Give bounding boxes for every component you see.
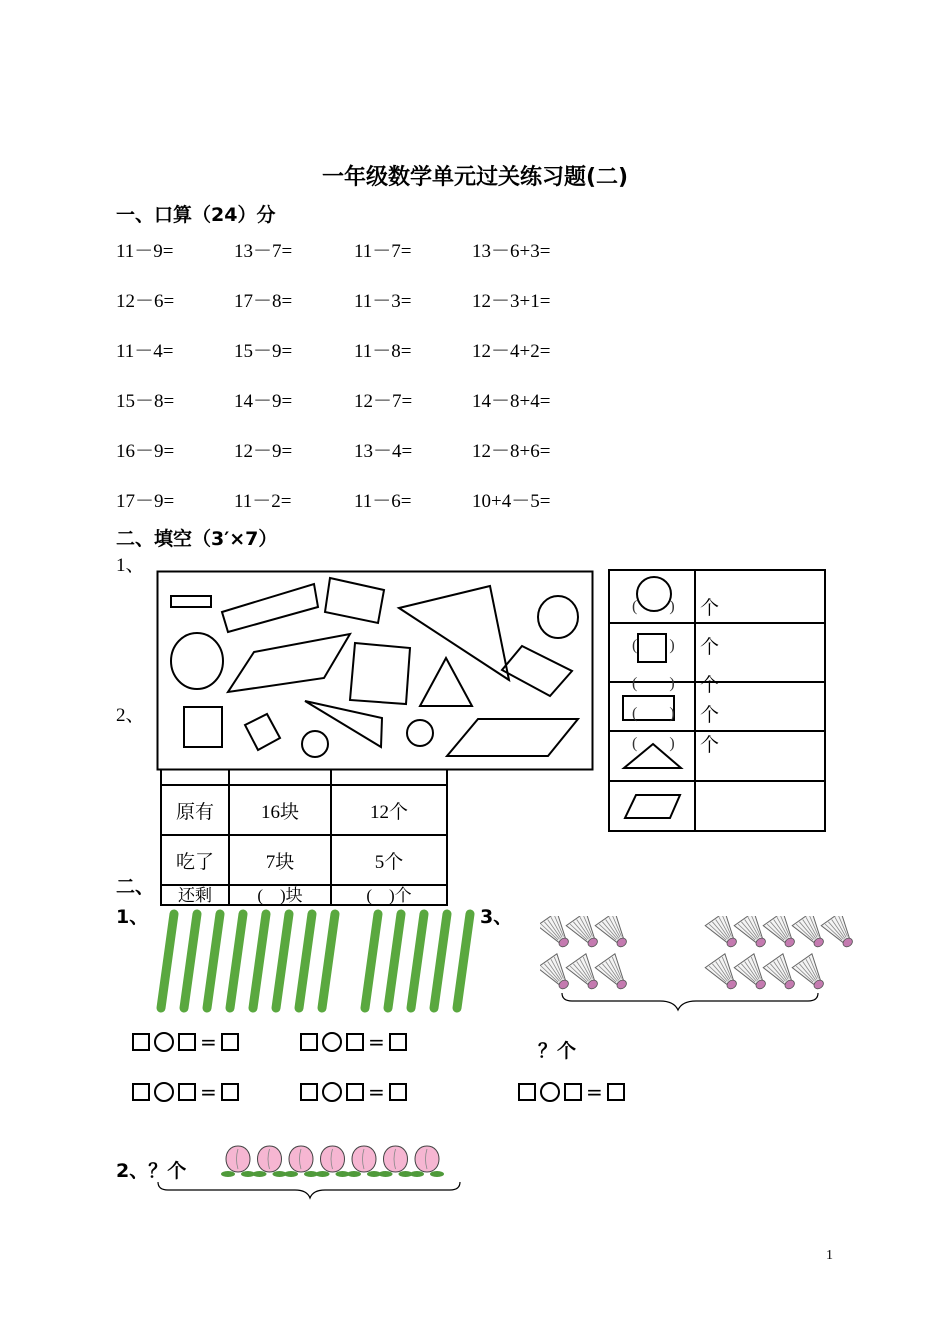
candy-row-label: 原有 bbox=[161, 785, 229, 835]
count-blank[interactable]: ( ) bbox=[632, 637, 675, 654]
stick-shape bbox=[230, 914, 243, 1008]
shuttlecock-shape bbox=[821, 916, 860, 953]
sticks-figure bbox=[140, 908, 480, 1014]
count-unit: 个 bbox=[700, 735, 720, 756]
arithmetic-problem: 14－9= bbox=[234, 391, 293, 412]
equation-template bbox=[132, 1032, 239, 1052]
answer-box[interactable] bbox=[132, 1083, 150, 1101]
candy-table bbox=[160, 752, 448, 906]
shuttlecock-shape bbox=[595, 916, 634, 953]
shuttlecock-shape bbox=[792, 916, 831, 953]
operator-circle[interactable] bbox=[154, 1082, 174, 1102]
page-number: 1 bbox=[826, 1248, 833, 1263]
stick-shape bbox=[434, 914, 447, 1008]
peach-shape bbox=[221, 1146, 255, 1177]
candy-answer-blank[interactable]: ( )块 bbox=[229, 885, 331, 905]
arithmetic-problem: 12－4+2= bbox=[472, 341, 551, 362]
peach-shape bbox=[284, 1146, 318, 1177]
operator-circle[interactable] bbox=[322, 1032, 342, 1052]
count-blank[interactable]: ( ) bbox=[632, 705, 675, 722]
candy-cell: 12个 bbox=[331, 785, 447, 835]
shapes-figure bbox=[156, 570, 594, 771]
count-unit: 个 bbox=[700, 637, 720, 658]
operator-circle[interactable] bbox=[154, 1032, 174, 1052]
candy-answer-blank[interactable]: ( )个 bbox=[331, 885, 447, 905]
arithmetic-problem: 12－7= bbox=[354, 391, 413, 412]
brace-shape bbox=[562, 993, 818, 1010]
stick-shape bbox=[322, 914, 335, 1008]
shuttlecock-shape bbox=[595, 954, 634, 995]
count-unit: 个 bbox=[700, 705, 720, 726]
answer-box[interactable] bbox=[346, 1083, 364, 1101]
peaches-figure bbox=[150, 1140, 470, 1206]
shuttlecocks-figure bbox=[540, 916, 870, 1012]
shuttlecock-shape bbox=[705, 954, 744, 995]
shuttlecock-shape bbox=[566, 954, 605, 995]
page-title: 一年级数学单元过关练习题(二) bbox=[321, 165, 629, 190]
answer-box[interactable] bbox=[221, 1083, 239, 1101]
peach-shape bbox=[410, 1146, 444, 1177]
shuttlecock-shape bbox=[540, 916, 576, 953]
stick-shape bbox=[299, 914, 312, 1008]
answer-box[interactable] bbox=[518, 1083, 536, 1101]
section-3-question-3-label: 3、 bbox=[480, 906, 513, 928]
shuttlecock-shape bbox=[734, 916, 773, 953]
stick-shape bbox=[388, 914, 401, 1008]
section-2-heading: 二、填空（3′×7） bbox=[116, 528, 278, 550]
arithmetic-problem: 12－9= bbox=[234, 441, 293, 462]
arithmetic-problem: 11－9= bbox=[116, 241, 174, 262]
arithmetic-problem: 10+4－5= bbox=[472, 491, 551, 512]
arithmetic-problem: 12－8+6= bbox=[472, 441, 551, 462]
stick-shape bbox=[365, 914, 378, 1008]
peach-shape bbox=[316, 1146, 350, 1177]
stick-shape bbox=[253, 914, 266, 1008]
answer-box[interactable] bbox=[178, 1083, 196, 1101]
section-3-question-2-label: 2、？个 bbox=[116, 1160, 187, 1182]
shuttlecock-shape bbox=[763, 916, 802, 953]
answer-box[interactable] bbox=[564, 1083, 582, 1101]
count-blank[interactable]: ( ) bbox=[632, 675, 675, 692]
operator-circle[interactable] bbox=[322, 1082, 342, 1102]
section-3-heading: 二、 bbox=[116, 876, 155, 898]
shuttlecock-shape bbox=[763, 954, 802, 995]
peach-shape bbox=[379, 1146, 413, 1177]
arithmetic-problem: 17－9= bbox=[116, 491, 175, 512]
equation-template bbox=[518, 1082, 625, 1102]
arithmetic-problem: 11－6= bbox=[354, 491, 412, 512]
operator-circle[interactable] bbox=[540, 1082, 560, 1102]
arithmetic-problem: 11－7= bbox=[354, 241, 412, 262]
stick-shape bbox=[457, 914, 470, 1008]
arithmetic-problem: 11－8= bbox=[354, 341, 412, 362]
candy-cell: 7块 bbox=[229, 835, 331, 885]
arithmetic-problem: 11－3= bbox=[354, 291, 412, 312]
shuttlecock-shape bbox=[792, 954, 831, 995]
candy-cell: 5个 bbox=[331, 835, 447, 885]
equals-sign: = bbox=[200, 1080, 217, 1104]
candy-row-label: 还剩 bbox=[161, 885, 229, 905]
arithmetic-problem: 14－8+4= bbox=[472, 391, 551, 412]
answer-box[interactable] bbox=[178, 1033, 196, 1051]
count-unit: 个 bbox=[700, 598, 720, 619]
arithmetic-problem: 13－6+3= bbox=[472, 241, 551, 262]
equation-template bbox=[300, 1082, 407, 1102]
section-3-question-1-label: 1、 bbox=[116, 906, 149, 928]
arithmetic-problem: 17－8= bbox=[234, 291, 293, 312]
count-blank[interactable]: ( ) bbox=[632, 735, 675, 752]
equals-sign: = bbox=[368, 1080, 385, 1104]
shuttlecock-shape bbox=[540, 954, 576, 995]
candy-cell: 16块 bbox=[229, 785, 331, 835]
answer-box[interactable] bbox=[132, 1033, 150, 1051]
question-2-label: 2、 bbox=[116, 705, 145, 726]
question-1-label: 1、 bbox=[116, 555, 145, 576]
arithmetic-problem: 15－8= bbox=[116, 391, 175, 412]
stick-shape bbox=[411, 914, 424, 1008]
answer-box[interactable] bbox=[389, 1033, 407, 1051]
stick-shape bbox=[276, 914, 289, 1008]
answer-box[interactable] bbox=[300, 1033, 318, 1051]
equals-sign: = bbox=[586, 1080, 603, 1104]
equals-sign: = bbox=[200, 1030, 217, 1054]
shuttlecock-shape bbox=[734, 954, 773, 995]
arithmetic-problem: 12－3+1= bbox=[472, 291, 551, 312]
shuttlecock-shape bbox=[566, 916, 605, 953]
equation-template bbox=[300, 1032, 407, 1052]
candy-row-label: 吃了 bbox=[161, 835, 229, 885]
shuttlecock-question: ？个 bbox=[538, 1040, 577, 1062]
equation-template bbox=[132, 1082, 239, 1102]
arithmetic-problem: 11－2= bbox=[234, 491, 292, 512]
answer-box[interactable] bbox=[300, 1083, 318, 1101]
answer-box[interactable] bbox=[346, 1033, 364, 1051]
brace-shape bbox=[158, 1182, 460, 1198]
arithmetic-problem: 12－6= bbox=[116, 291, 175, 312]
answer-box[interactable] bbox=[221, 1033, 239, 1051]
arithmetic-problem: 16－9= bbox=[116, 441, 175, 462]
stick-shape bbox=[207, 914, 220, 1008]
count-blank[interactable]: ( ) bbox=[632, 598, 675, 615]
answer-box[interactable] bbox=[607, 1083, 625, 1101]
peach-shape bbox=[347, 1146, 381, 1177]
arithmetic-problem: 15－9= bbox=[234, 341, 293, 362]
equals-sign: = bbox=[368, 1030, 385, 1054]
shuttlecock-shape bbox=[705, 916, 744, 953]
count-unit: 个 bbox=[700, 675, 720, 696]
arithmetic-problem: 11－4= bbox=[116, 341, 174, 362]
peach-shape bbox=[253, 1146, 287, 1177]
answer-box[interactable] bbox=[389, 1083, 407, 1101]
arithmetic-problem: 13－4= bbox=[354, 441, 413, 462]
stick-shape bbox=[184, 914, 197, 1008]
stick-shape bbox=[161, 914, 174, 1008]
arithmetic-problem: 13－7= bbox=[234, 241, 293, 262]
section-1-heading: 一、口算（24）分 bbox=[116, 204, 276, 226]
